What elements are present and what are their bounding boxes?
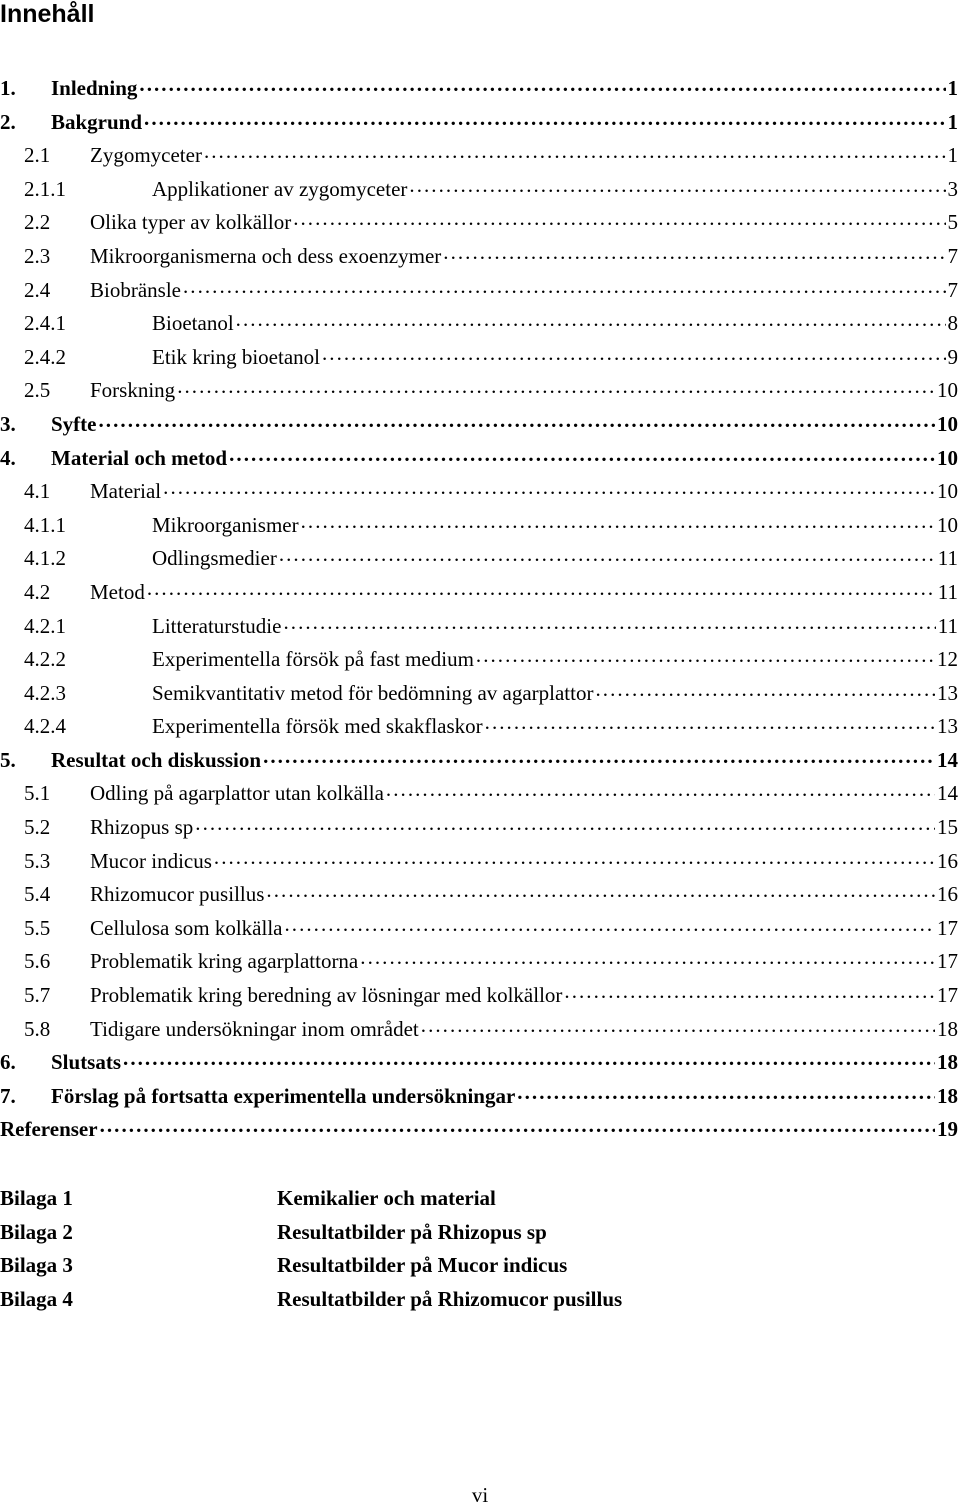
toc-entry-title: Tidigare undersökningar inom området [90,1016,419,1041]
toc-entry-title: Material och metod [51,445,228,470]
toc-entry[interactable] [0,72,958,106]
toc-entry-title: Problematik kring beredning av lösningar med kolkällor [90,983,563,1008]
toc-entry[interactable] [0,374,958,408]
toc-entry-number: 2.2 [24,210,51,235]
toc-entry[interactable] [0,610,958,644]
toc-dot-leader [139,74,945,95]
toc-entry-title: Slutsats [51,1050,122,1075]
toc-dot-leader [99,410,936,431]
toc-entry-page: 14 [937,747,958,772]
toc-entry-page: 11 [937,579,958,604]
toc-entry-number: 5.4 [24,882,51,907]
toc-dot-leader [279,544,936,565]
toc-dot-leader [293,208,945,229]
page-title: Innehåll [0,0,95,28]
toc-entry-number: 2.1 [24,143,51,168]
appendix-label: Bilaga 2 [0,1219,73,1244]
page-number: vi [471,1483,489,1507]
toc-entry-number: 2. [0,109,16,134]
toc-dot-leader [195,813,935,834]
toc-entry-page: 18 [937,1050,958,1075]
toc-entry-number: 5.7 [24,983,51,1008]
toc-entry-title: Syfte [51,411,97,436]
toc-entry-title: Metod [90,579,145,604]
toc-entry-number: 4. [0,445,16,470]
toc-entry-page: 5 [947,210,958,235]
toc-entry[interactable] [0,475,958,509]
toc-entry-title: Mucor indicus [90,848,212,873]
toc-entry-page: 10 [937,512,958,537]
toc-dot-leader [177,376,935,397]
toc-entry-page: 11 [937,613,958,638]
toc-entry-number: 2.4.1 [24,311,66,336]
toc-entry-page: 13 [937,680,958,705]
toc-entry[interactable] [0,274,958,308]
toc-entry-number: 4.1.1 [24,512,66,537]
toc-entry-title: Resultat och diskussion [51,747,262,772]
toc-entry-page: 3 [947,176,958,201]
toc-entry-number: 5.1 [24,781,51,806]
toc-entry-number: 4.2.2 [24,647,66,672]
toc-entry-page: 17 [937,983,958,1008]
toc-entry-page: 11 [937,546,958,571]
toc-entry-number: 2.1.1 [24,176,66,201]
toc-entry-page: 17 [937,915,958,940]
toc-entry-number: 5.2 [24,815,51,840]
toc-dot-leader [214,847,935,868]
toc-entry[interactable] [0,240,958,274]
toc-entry[interactable] [0,139,958,173]
toc-dot-leader [386,779,935,800]
toc-entry-number: 1. [0,76,16,100]
toc-dot-leader [595,679,935,700]
toc-entry-page: 7 [947,277,958,302]
toc-entry-page: 12 [937,647,958,672]
toc-dot-leader [421,1015,935,1036]
toc-dot-leader [476,645,935,666]
appendix-entry [0,1216,958,1250]
toc-entry[interactable] [0,677,958,711]
toc-entry-page: 10 [937,378,958,403]
toc-entry-title: Applikationer av zygomyceter [152,176,408,201]
toc-entry[interactable] [0,1113,958,1147]
toc-entry-page: 1 [947,76,958,100]
toc-entry-title: Odlingsmedier [152,546,277,571]
toc-entry-number: 6. [0,1050,16,1075]
toc-dot-leader [360,947,935,968]
toc-dot-leader [301,511,935,532]
toc-entry-title: Inledning [51,76,138,100]
toc-dot-leader [123,1048,935,1069]
toc-entry-page: 1 [947,109,958,134]
toc-entry-page: 17 [937,949,958,974]
appendix-description: Kemikalier och material [277,1186,496,1210]
table-of-contents [0,72,958,1147]
toc-entry-page: 1 [947,143,958,168]
appendix-entry [0,1249,958,1283]
toc-entry-page: 14 [937,781,958,806]
toc-entry-page: 15 [937,815,958,840]
toc-entry-number: 4.2.4 [24,714,66,739]
appendix-description: Resultatbilder på Rhizomucor pusillus [277,1286,623,1311]
toc-entry-page: 10 [937,445,958,470]
toc-entry-page: 19 [937,1117,958,1142]
appendix-list [0,1182,958,1316]
toc-dot-leader [266,880,935,901]
toc-entry[interactable] [0,1013,958,1047]
toc-entry[interactable] [0,173,958,207]
toc-entry[interactable] [0,341,958,375]
appendix-description: Resultatbilder på Rhizopus sp [277,1219,547,1244]
toc-entry-number: 5.3 [24,848,51,873]
toc-entry-title: Olika typer av kolkällor [90,210,292,235]
toc-entry[interactable] [0,643,958,677]
toc-entry-page: 13 [937,714,958,739]
toc-entry-title: Rhizomucor pusillus [90,882,265,907]
toc-entry[interactable] [0,206,958,240]
toc-entry-title: Etik kring bioetanol [152,344,320,369]
toc-entry-title: Bioetanol [152,311,234,336]
toc-entry[interactable] [0,777,958,811]
toc-entry-title: Semikvantitativ metod för bedömning av agarplattor [152,680,594,705]
toc-entry-number: 5.8 [24,1016,51,1041]
toc-entry[interactable] [0,945,958,979]
appendix-entry [0,1283,958,1317]
toc-entry-title: Zygomyceter [90,143,202,168]
appendix-label: Bilaga 3 [0,1253,73,1278]
toc-entry[interactable] [0,811,958,845]
toc-entry-page: 18 [937,1016,958,1041]
toc-entry-number: 7. [0,1083,16,1108]
toc-entry-page: 18 [937,1083,958,1108]
toc-entry-number: 4.2.3 [24,680,66,705]
toc-entry-number: 2.3 [24,243,51,268]
toc-entry[interactable] [0,1080,958,1114]
toc-entry-number: 5.6 [24,949,51,974]
toc-entry-number: 4.2 [24,579,51,604]
toc-dot-leader [443,242,945,263]
appendix-description: Resultatbilder på Mucor indicus [277,1253,568,1278]
toc-entry[interactable] [0,979,958,1013]
toc-entry-page: 16 [937,882,958,907]
toc-entry-title: Forskning [90,378,176,403]
toc-entry-title: Rhizopus sp [90,815,194,840]
toc-entry-title: Experimentella försök med skakflaskor [152,714,483,739]
toc-dot-leader [163,477,935,498]
toc-entry[interactable] [0,878,958,912]
toc-dot-leader [485,712,935,733]
toc-dot-leader [100,1115,935,1136]
toc-dot-leader [229,444,935,465]
toc-entry-title: Referenser [0,1117,98,1142]
toc-entry-title: Material [90,479,162,504]
toc-entry-number: 5.5 [24,915,51,940]
toc-entry-number: 2.4.2 [24,344,66,369]
appendix-entry [0,1182,958,1216]
toc-dot-leader [204,141,946,162]
toc-entry-number: 5. [0,747,16,772]
toc-entry[interactable] [0,710,958,744]
toc-entry[interactable] [0,576,958,610]
toc-entry-number: 4.1 [24,479,51,504]
toc-entry[interactable] [0,744,958,778]
toc-entry-number: 2.4 [24,277,51,302]
toc-entry-title: Mikroorganismer [152,512,299,537]
toc-entry-title: Litteraturstudie [152,613,282,638]
toc-entry[interactable] [0,1046,958,1080]
toc-entry[interactable] [0,509,958,543]
toc-dot-leader [183,276,946,297]
toc-entry-page: 16 [937,848,958,873]
toc-dot-leader [283,612,935,633]
toc-dot-leader [144,108,945,129]
toc-entry[interactable] [0,542,958,576]
toc-entry-title: Förslag på fortsatta experimentella undersökningar [51,1083,516,1108]
toc-entry[interactable] [0,912,958,946]
toc-entry-page: 10 [937,479,958,504]
toc-entry-title: Experimentella försök på fast medium [152,647,474,672]
toc-dot-leader [263,746,935,767]
toc-entry-title: Mikroorganismerna och dess exoenzymer [90,243,442,268]
toc-dot-leader [517,1082,935,1103]
toc-dot-leader [322,343,946,364]
toc-dot-leader [564,981,935,1002]
toc-entry[interactable] [0,307,958,341]
toc-entry[interactable] [0,845,958,879]
toc-entry-number: 4.1.2 [24,546,66,571]
toc-entry-number: 2.5 [24,378,51,403]
toc-entry-page: 10 [937,411,958,436]
toc-entry-title: Bakgrund [51,109,143,134]
toc-entry-title: Odling på agarplattor utan kolkälla [90,781,384,806]
toc-entry-title: Problematik kring agarplattorna [90,949,359,974]
toc-entry-title: Cellulosa som kolkälla [90,915,283,940]
toc-entry-number: 3. [0,411,16,436]
toc-dot-leader [284,914,935,935]
toc-entry-number: 4.2.1 [24,613,66,638]
toc-entry[interactable] [0,106,958,140]
toc-dot-leader [409,175,945,196]
toc-entry[interactable] [0,442,958,476]
toc-entry-page: 8 [947,311,958,336]
appendix-label: Bilaga 4 [0,1286,73,1311]
toc-entry-title: Biobränsle [90,277,181,302]
toc-dot-leader [236,309,946,330]
toc-entry-page: 9 [947,344,958,369]
toc-entry-page: 7 [947,243,958,268]
appendix-label: Bilaga 1 [0,1186,73,1210]
toc-entry[interactable] [0,408,958,442]
toc-dot-leader [147,578,936,599]
